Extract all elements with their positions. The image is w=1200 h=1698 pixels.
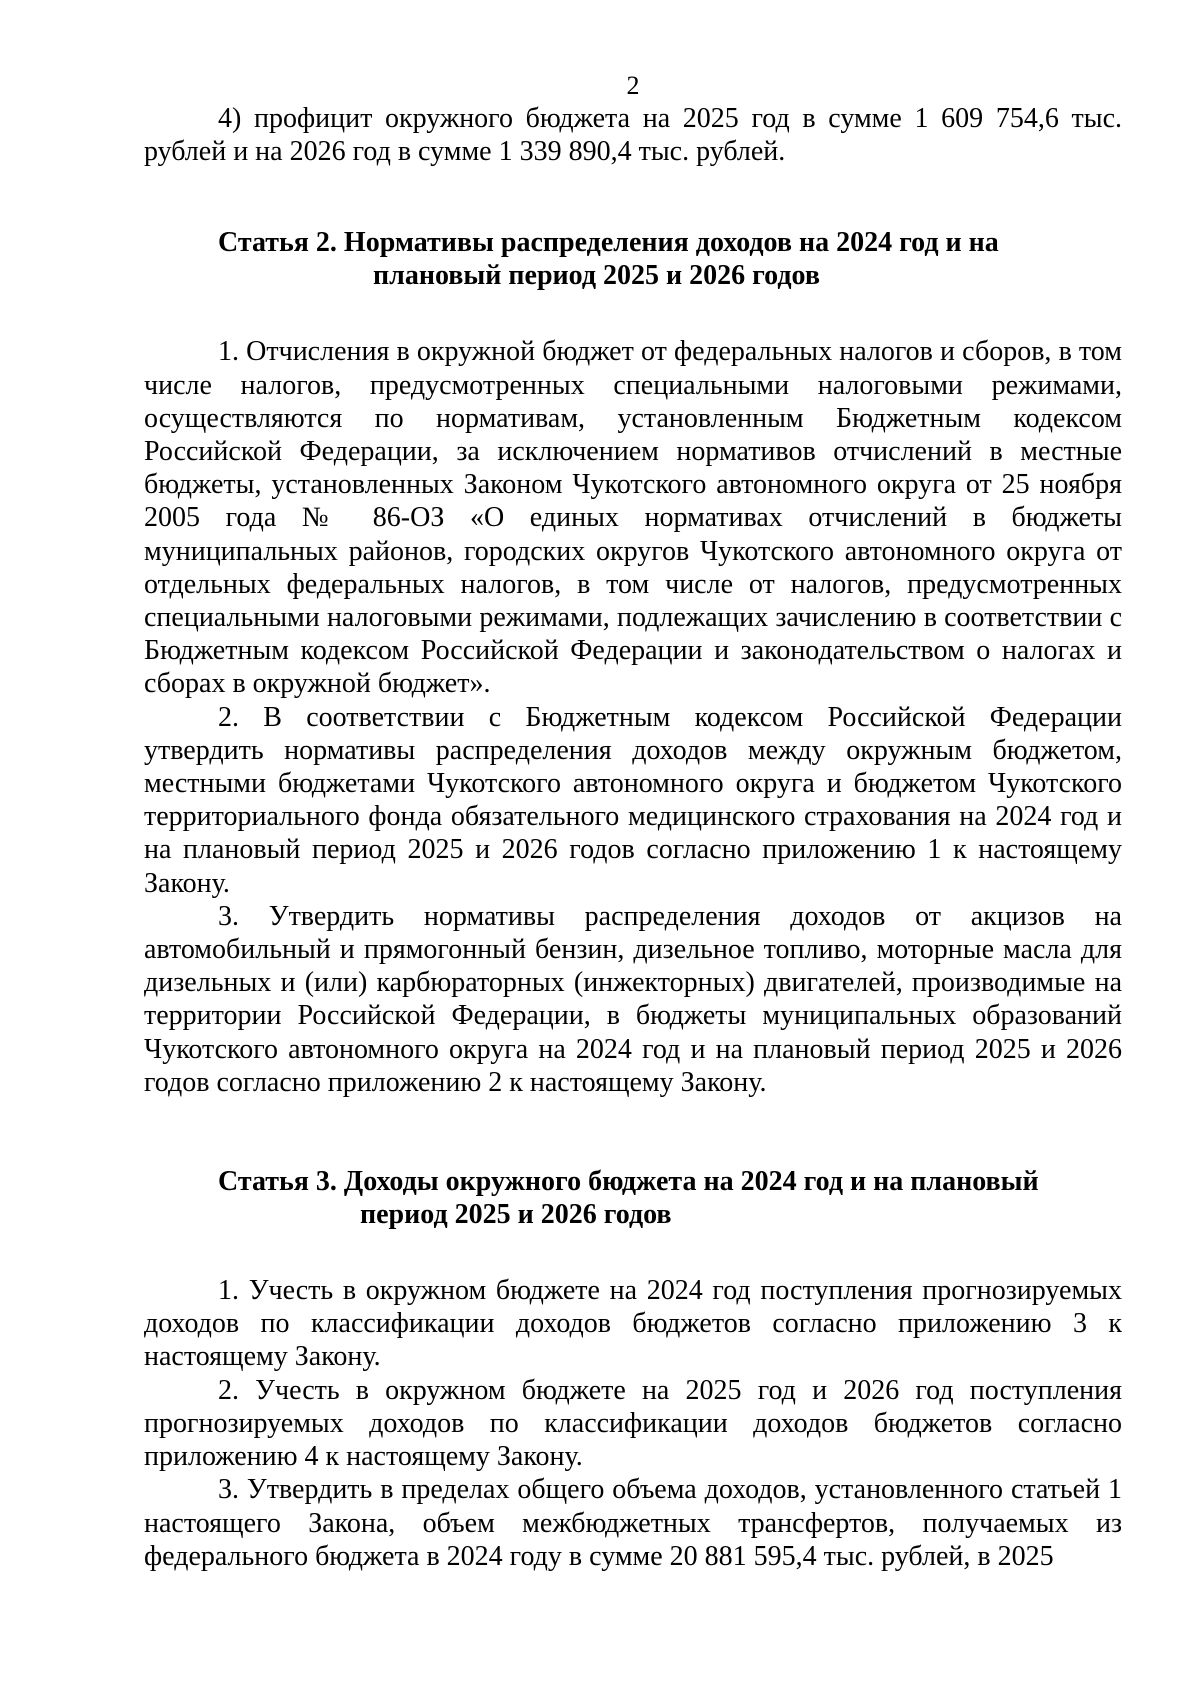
article-3-title: Статья 3. Доходы окружного бюджета на 2024 год и на плановый (218, 1166, 1039, 1198)
article-3-paragraph-1: 1. Учесть в окружном бюджете на 2024 год поступления прогнозируемых доходов по классификации доходов бюджетов согласно приложению 3 к настоящему Закону. (144, 1275, 1122, 1373)
article-3-body (144, 1274, 1122, 1573)
document-page (144, 70, 1122, 1573)
article-2-heading (144, 226, 1122, 292)
intro-paragraph-4: 4) профицит окружного бюджета на 2025 год в сумме 1 609 754,6 тыс. рублей и на 2026 год в сумме 1 339 890,4 тыс. рублей. (144, 103, 1122, 168)
article-2-title: Статья 2. Нормативы распределения доходов на 2024 год и на (218, 227, 999, 259)
article-3-heading (144, 1165, 1122, 1231)
article-2-paragraph-2: 2. В соответствии с Бюджетным кодексом Российской Федерации утвердить нормативы распределения доходов между окружным бюджетом, местными бюджетами Чукотского автономного округа и бюджетом Чукотского территориального фонда обязательного медицинского страхования на 2024 год и на плановый период 2025 и 2026 годов согласно приложению 1 к настоящему Закону. (144, 701, 1122, 899)
article-3-title-line2: период 2025 и 2026 годов (360, 1199, 672, 1231)
article-2-body (144, 335, 1122, 1099)
article-2-paragraph-3: 3. Утвердить нормативы распределения доходов от акцизов на автомобильный и прямогонный бензин, дизельное топливо, моторные масла для дизельных и (или) карбюраторных (инжекторных) двигателей, производимые на территории Российской Федерации, в бюджеты муниципальных образований Чукотского автономного округа на 2024 год и на плановый период 2025 и 2026 годов согласно приложению 2 к настоящему Закону. (144, 900, 1122, 1098)
intro-section (144, 102, 1122, 168)
article-3-paragraph-3: 3. Утвердить в пределах общего объема доходов, установленного статьей 1 настоящего Закона, объем межбюджетных трансфертов, получаемых из федерального бюджета в 2024 году в сумме 20 881 595,4 тыс. рублей, в 2025 (144, 1474, 1122, 1572)
article-2-title-line2: плановый период 2025 и 2026 годов (373, 260, 820, 292)
article-2-paragraph-1: 1. Отчисления в окружной бюджет от федеральных налогов и сборов, в том числе налогов, предусмотренных специальными налоговыми режимами, осуществляются по нормативам, установленным Бюджетным кодексом Российской Федерации, за исключением нормативов отчислений в местные бюджеты, установленных Законом Чукотского автономного округа от 25 ноября 2005 года № 86-ОЗ «О единых нормативах отчислений в бюджеты муниципальных районов, городских округов Чукотского автономного округа от отдельных федеральных налогов, в том числе от налогов, предусмотренных специальными налоговыми режимами, подлежащих зачислению в соответствии с Бюджетным кодексом Российской Федерации и законодательством о налогах и сборах в окружной бюджет». (144, 336, 1122, 700)
article-3-paragraph-2: 2. Учесть в окружном бюджете на 2025 год и 2026 год поступления прогнозируемых доходов по классификации доходов бюджетов согласно приложению 4 к настоящему Закону. (144, 1374, 1122, 1473)
page-number: 2 (626, 71, 640, 100)
